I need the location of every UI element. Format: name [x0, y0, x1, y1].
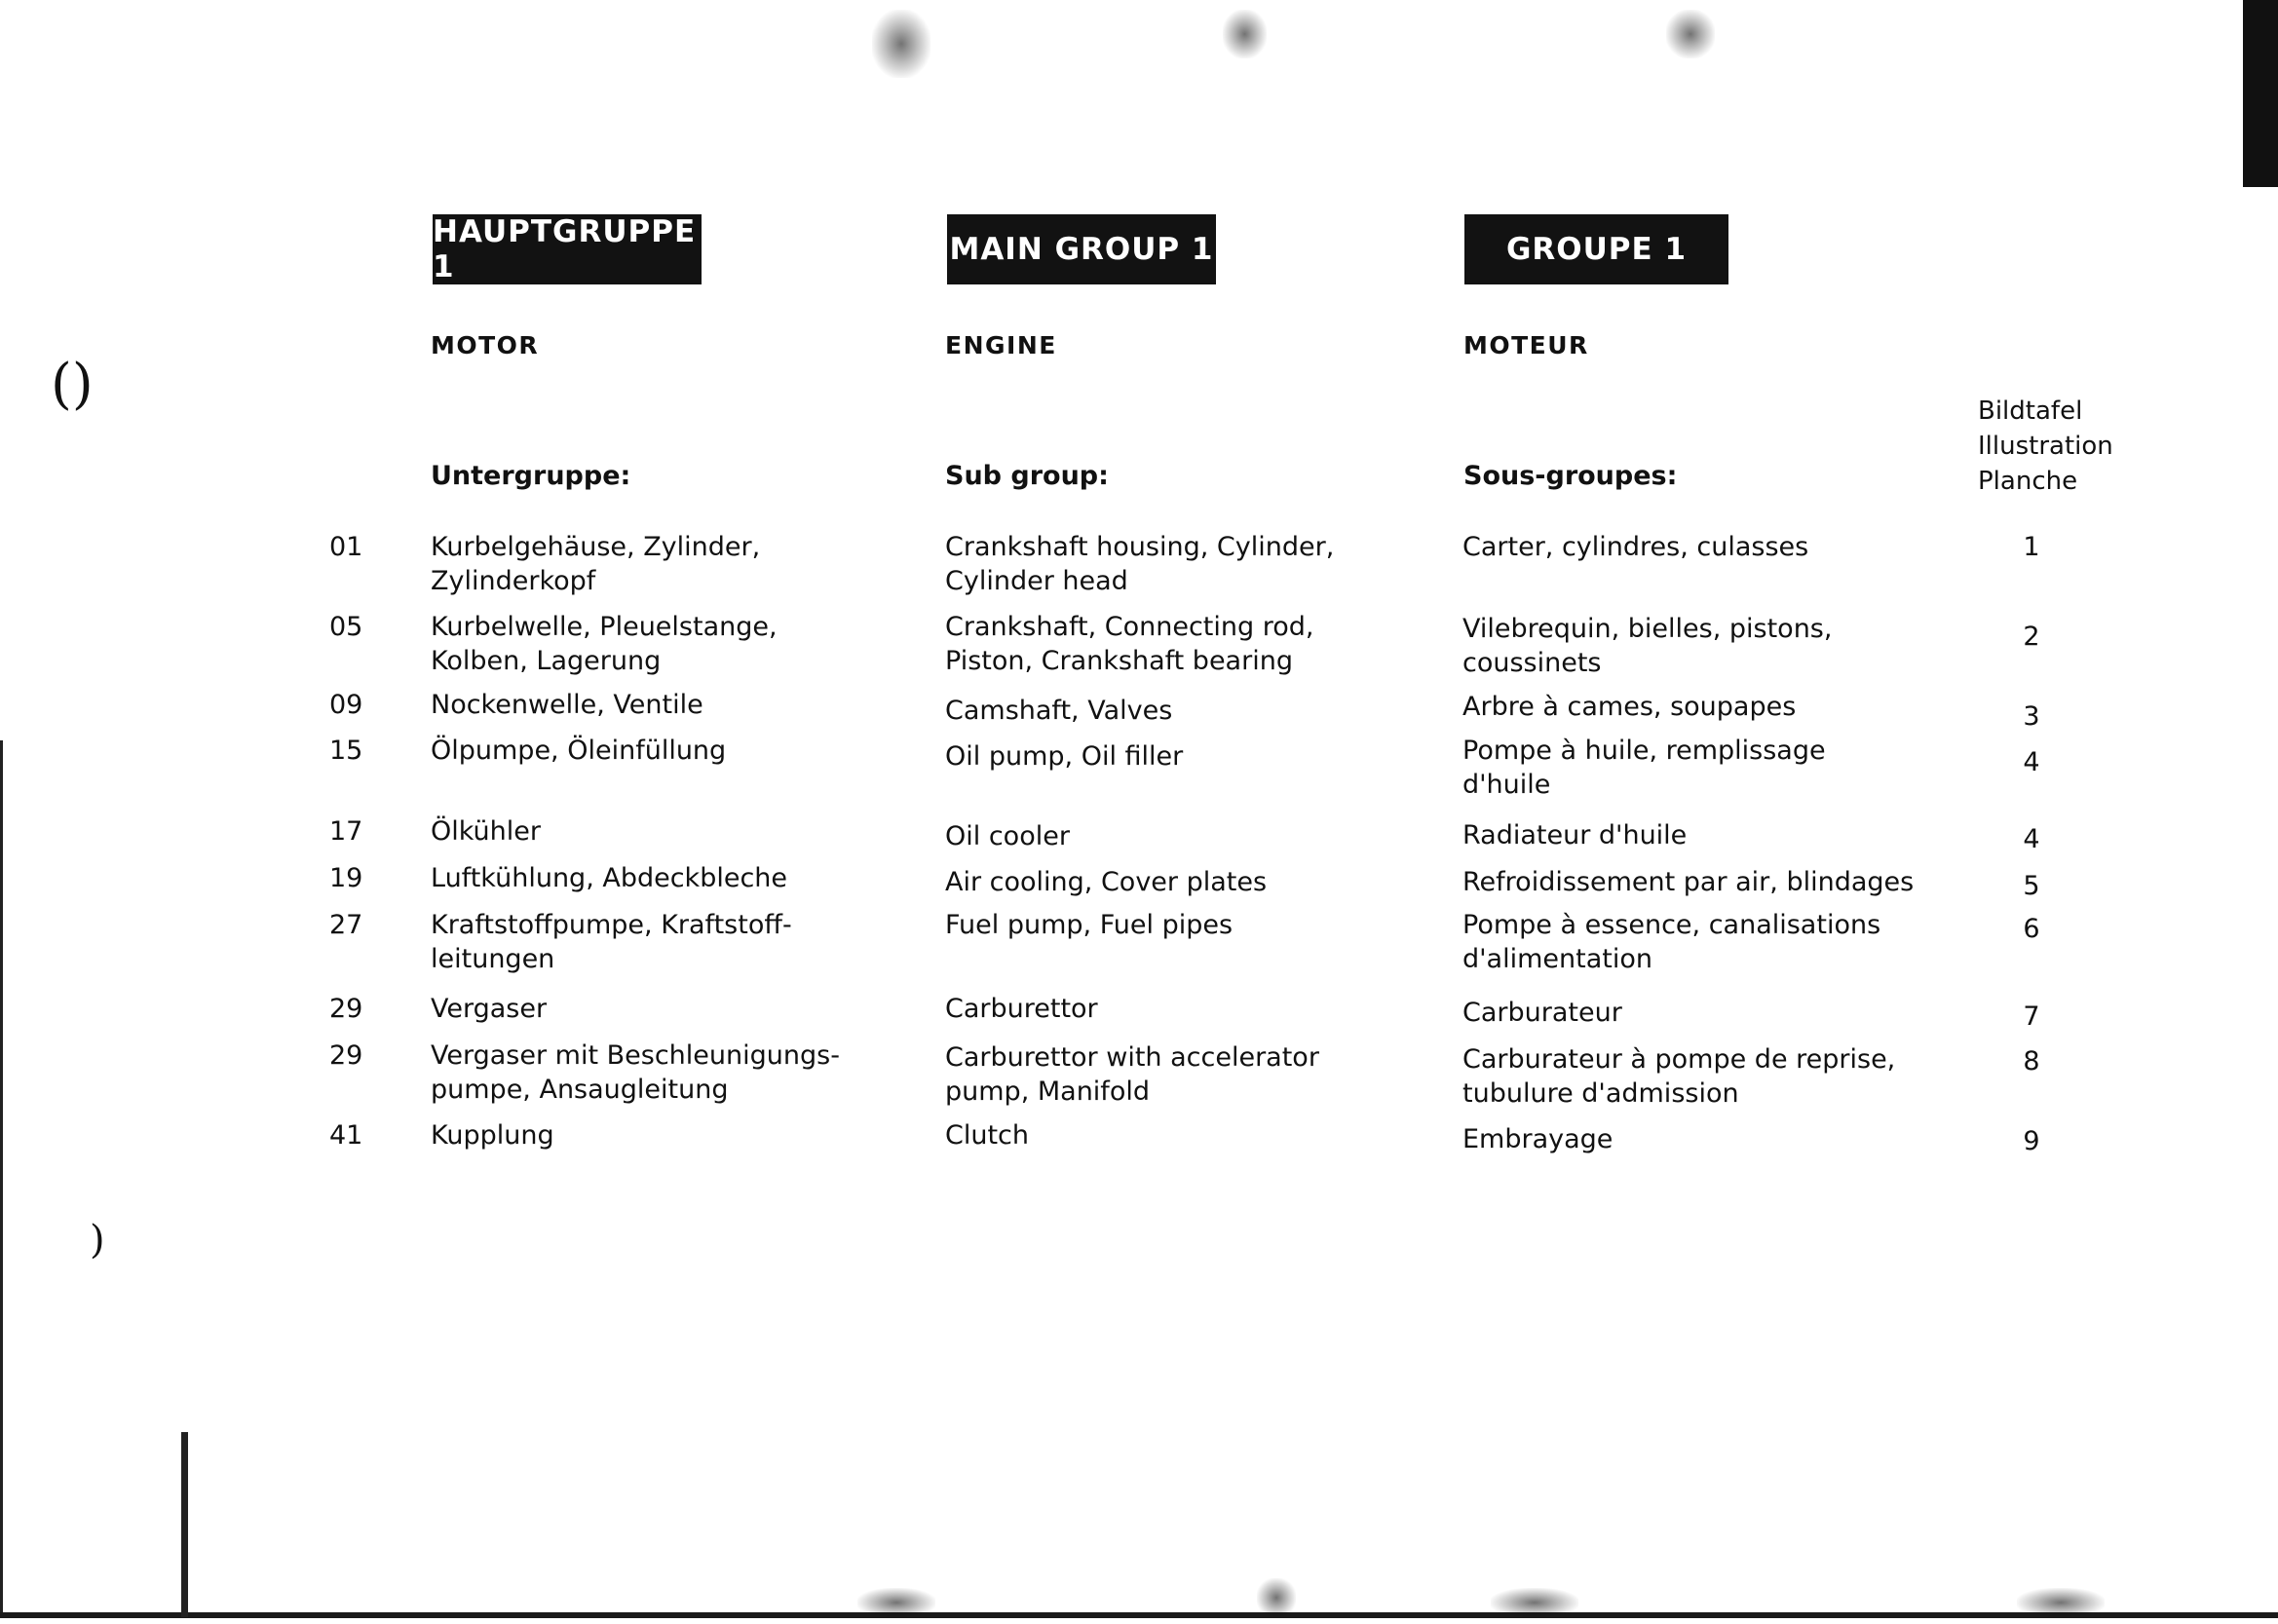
- scan-smudge: [1491, 1588, 1578, 1617]
- row-label-fr: Carter, cylindres, culasses: [1462, 532, 1809, 562]
- scan-smudge: [2017, 1588, 2105, 1617]
- row-label-fr: Pompe à huile, remplissage d'huile: [1462, 736, 1826, 800]
- row-plate: 1: [2023, 532, 2040, 562]
- row-plate: 5: [2023, 871, 2040, 901]
- scan-smudge: [1257, 1578, 1296, 1617]
- sub-heading-de: Untergruppe:: [431, 461, 631, 491]
- row-label-fr: Carburateur à pompe de reprise, tubulure d'admission: [1462, 1044, 1896, 1109]
- row-code: 19: [329, 863, 363, 893]
- sub-heading-fr: Sous-groupes:: [1463, 461, 1678, 491]
- row-label-fr: Embrayage: [1462, 1124, 1614, 1154]
- scan-artifact-spike: [181, 1432, 188, 1617]
- row-code: 29: [329, 1040, 363, 1071]
- row-plate: 4: [2023, 747, 2040, 777]
- sub-heading-en: Sub group:: [945, 461, 1109, 491]
- row-code: 01: [329, 532, 363, 562]
- row-label-fr: Carburateur: [1462, 998, 1622, 1028]
- scan-edge-bottom: [0, 1612, 2278, 1618]
- row-label-fr: Vilebrequin, bielles, pistons, coussinets: [1462, 614, 1833, 678]
- group-badge-fr: GROUPE 1: [1464, 214, 1728, 284]
- row-label-en: Carburettor with accelerator pump, Manifold: [945, 1042, 1319, 1107]
- row-code: 15: [329, 736, 363, 766]
- group-name-fr: MOTEUR: [1463, 331, 1589, 359]
- group-name-de: MOTOR: [431, 331, 540, 359]
- row-label-de: Nockenwelle, Ventile: [431, 690, 703, 720]
- row-plate: 8: [2023, 1046, 2040, 1076]
- scan-edge-right-tab: [2243, 0, 2278, 187]
- row-label-de: Luftkühlung, Abdeckbleche: [431, 863, 788, 893]
- row-label-en: Crankshaft, Connecting rod, Piston, Crankshaft bearing: [945, 612, 1314, 676]
- row-label-en: Crankshaft housing, Cylinder, Cylinder head: [945, 532, 1335, 596]
- row-code: 29: [329, 994, 363, 1024]
- row-label-de: Kupplung: [431, 1120, 554, 1151]
- row-label-en: Carburettor: [945, 994, 1098, 1024]
- scan-smudge: [1666, 10, 1715, 58]
- row-label-de: Kraftstoffpumpe, Kraftstoff- leitungen: [431, 910, 792, 974]
- row-label-en: Air cooling, Cover plates: [945, 867, 1268, 897]
- scan-smudge: [857, 1588, 935, 1617]
- row-code: 05: [329, 612, 363, 642]
- plate-heading-line: Bildtafel: [1978, 397, 2083, 426]
- row-code: 17: [329, 816, 363, 847]
- row-code: 09: [329, 690, 363, 720]
- row-plate: 7: [2023, 1001, 2040, 1032]
- group-badge-en: MAIN GROUP 1: [947, 214, 1216, 284]
- scan-smudge: [872, 10, 930, 78]
- row-label-de: Kurbelwelle, Pleuelstange, Kolben, Lagerung: [431, 612, 778, 676]
- row-label-de: Vergaser: [431, 994, 548, 1024]
- row-code: 27: [329, 910, 363, 940]
- row-label-de: Ölkühler: [431, 816, 541, 847]
- plate-column-heading: [1978, 394, 2113, 499]
- binding-hole-mark: ): [90, 1218, 105, 1263]
- row-label-de: Vergaser mit Beschleunigungs- pumpe, Ansaugleitung: [431, 1040, 840, 1105]
- row-plate: 6: [2023, 914, 2040, 944]
- scan-smudge: [1223, 10, 1267, 58]
- row-code: 41: [329, 1120, 363, 1151]
- plate-heading-line: Illustration: [1978, 432, 2113, 461]
- row-plate: 4: [2023, 824, 2040, 854]
- row-label-fr: Pompe à essence, canalisations d'alimentation: [1462, 910, 1881, 974]
- plate-heading-line: Planche: [1978, 467, 2078, 496]
- group-name-en: ENGINE: [945, 331, 1057, 359]
- row-plate: 2: [2023, 622, 2040, 652]
- row-label-en: Camshaft, Valves: [945, 696, 1173, 726]
- row-plate: 9: [2023, 1126, 2040, 1156]
- row-label-fr: Arbre à cames, soupapes: [1462, 692, 1797, 722]
- row-label-fr: Refroidissement par air, blindages: [1462, 867, 1915, 897]
- row-plate: 3: [2023, 701, 2040, 732]
- row-label-de: Ölpumpe, Öleinfüllung: [431, 736, 727, 766]
- row-label-de: Kurbelgehäuse, Zylinder, Zylinderkopf: [431, 532, 761, 596]
- row-label-en: Fuel pump, Fuel pipes: [945, 910, 1234, 940]
- group-badge-de: HAUPTGRUPPE 1: [433, 214, 702, 284]
- row-label-en: Oil cooler: [945, 821, 1070, 851]
- row-label-en: Clutch: [945, 1120, 1030, 1151]
- scan-edge-left: [0, 740, 3, 1617]
- binding-hole-mark: (): [51, 353, 94, 416]
- row-label-en: Oil pump, Oil filler: [945, 741, 1184, 772]
- row-label-fr: Radiateur d'huile: [1462, 820, 1688, 850]
